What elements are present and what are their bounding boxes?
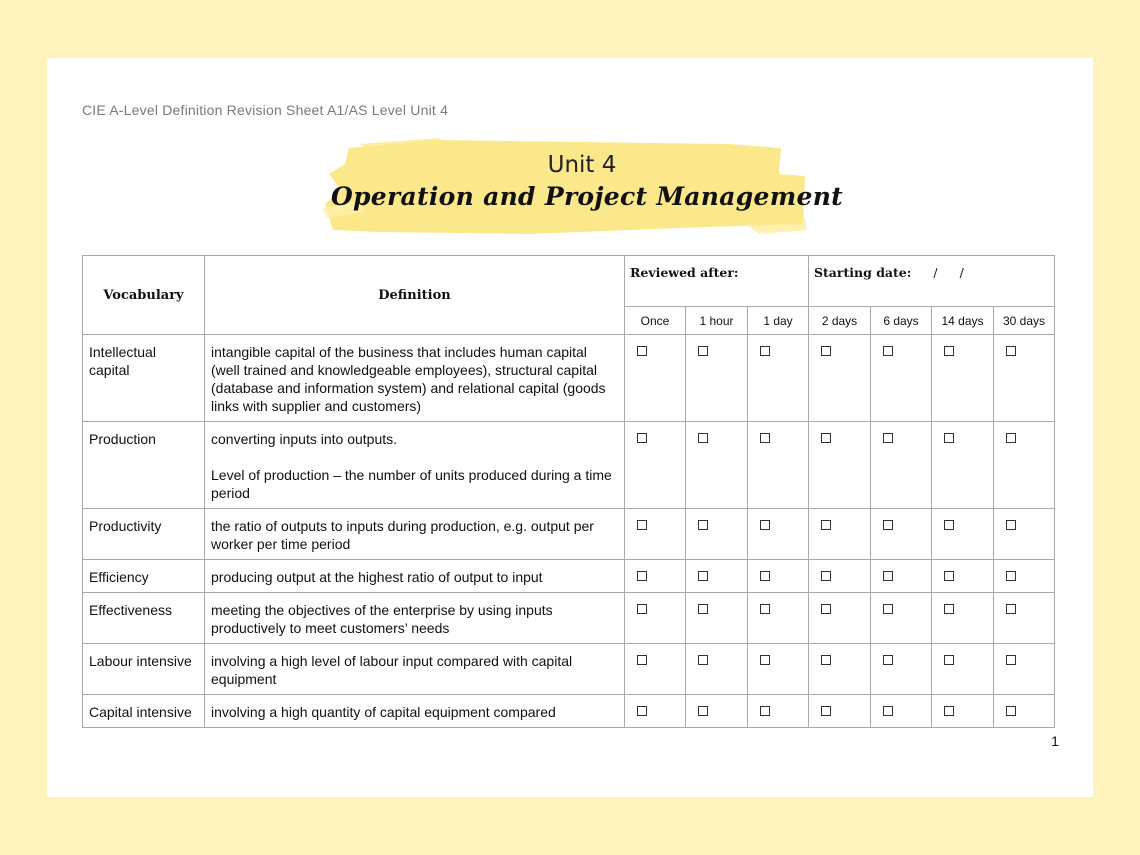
vocabulary-term: Production — [83, 422, 205, 509]
sheet-header: CIE A-Level Definition Revision Sheet A1/AS Level Unit 4 — [82, 102, 449, 118]
review-checkbox[interactable] — [698, 433, 708, 443]
review-checkbox[interactable] — [944, 346, 954, 356]
review-checkbox[interactable] — [821, 706, 831, 716]
vocabulary-term: Productivity — [83, 509, 205, 560]
vocabulary-term: Capital intensive — [83, 695, 205, 728]
definition-cell — [205, 509, 625, 560]
starting-date-label: Starting date: — [814, 265, 912, 280]
review-checkbox[interactable] — [944, 604, 954, 614]
definition-text: Level of production – the number of units produced during a time period — [211, 467, 612, 501]
review-checkbox[interactable] — [821, 520, 831, 530]
review-checkbox[interactable] — [637, 433, 647, 443]
review-cell — [625, 335, 686, 422]
review-checkbox[interactable] — [698, 604, 708, 614]
review-checkbox[interactable] — [760, 655, 770, 665]
review-cell — [748, 335, 809, 422]
review-cell — [686, 422, 748, 509]
date-separator: / — [933, 265, 938, 280]
interval-2-days: 2 days — [809, 307, 871, 335]
header-row — [83, 256, 1055, 307]
review-checkbox[interactable] — [1006, 520, 1016, 530]
review-cell — [932, 560, 994, 593]
interval-6-days: 6 days — [871, 307, 932, 335]
unit-title: Unit 4 — [547, 152, 617, 178]
review-checkbox[interactable] — [698, 655, 708, 665]
definition-text: producing output at the highest ratio of output to input — [211, 569, 543, 585]
review-cell — [686, 560, 748, 593]
review-checkbox[interactable] — [883, 604, 893, 614]
review-checkbox[interactable] — [821, 604, 831, 614]
review-cell — [871, 335, 932, 422]
definition-text: converting inputs into outputs. — [211, 431, 398, 447]
definition-text: meeting the objectives of the enterprise by using inputs productively to meet customers’ needs — [211, 602, 553, 636]
vocabulary-term: Efficiency — [83, 560, 205, 593]
vocabulary-term: Intellectual capital — [83, 335, 205, 422]
review-checkbox[interactable] — [637, 706, 647, 716]
review-cell — [809, 560, 871, 593]
review-cell — [871, 593, 932, 644]
review-cell — [932, 644, 994, 695]
table-row — [83, 335, 1055, 422]
review-cell — [994, 593, 1055, 644]
review-cell — [994, 560, 1055, 593]
vocabulary-header: Vocabulary — [83, 256, 205, 335]
date-separator: / — [959, 265, 964, 280]
review-checkbox[interactable] — [698, 706, 708, 716]
review-cell — [871, 560, 932, 593]
review-cell — [809, 695, 871, 728]
table-row — [83, 644, 1055, 695]
review-checkbox[interactable] — [637, 655, 647, 665]
review-checkbox[interactable] — [944, 655, 954, 665]
review-cell — [625, 695, 686, 728]
review-cell — [994, 509, 1055, 560]
review-checkbox[interactable] — [760, 571, 770, 581]
review-checkbox[interactable] — [1006, 706, 1016, 716]
review-cell — [748, 509, 809, 560]
review-checkbox[interactable] — [883, 346, 893, 356]
review-checkbox[interactable] — [760, 520, 770, 530]
vocabulary-term: Effectiveness — [83, 593, 205, 644]
review-checkbox[interactable] — [883, 571, 893, 581]
review-cell — [932, 695, 994, 728]
starting-date-header — [809, 256, 1055, 307]
review-checkbox[interactable] — [883, 520, 893, 530]
review-cell — [809, 335, 871, 422]
interval-1-day: 1 day — [748, 307, 809, 335]
review-cell — [871, 422, 932, 509]
definition-cell — [205, 422, 625, 509]
review-cell — [625, 593, 686, 644]
review-checkbox[interactable] — [1006, 433, 1016, 443]
definition-text: involving a high level of labour input compared with capital equipment — [211, 653, 573, 687]
review-cell — [871, 695, 932, 728]
worksheet-page — [47, 58, 1093, 797]
review-cell — [871, 509, 932, 560]
table-row — [83, 509, 1055, 560]
review-cell — [994, 422, 1055, 509]
definition-header: Definition — [205, 256, 625, 335]
review-cell — [994, 644, 1055, 695]
review-checkbox[interactable] — [883, 655, 893, 665]
review-cell — [932, 422, 994, 509]
review-cell — [686, 695, 748, 728]
review-cell — [994, 695, 1055, 728]
review-checkbox[interactable] — [944, 520, 954, 530]
review-checkbox[interactable] — [1006, 571, 1016, 581]
review-checkbox[interactable] — [637, 346, 647, 356]
unit-subtitle: Operation and Project Management — [330, 182, 844, 211]
review-checkbox[interactable] — [821, 655, 831, 665]
review-cell — [748, 593, 809, 644]
review-checkbox[interactable] — [821, 571, 831, 581]
table-row — [83, 695, 1055, 728]
review-cell — [932, 509, 994, 560]
review-cell — [748, 644, 809, 695]
review-checkbox[interactable] — [637, 604, 647, 614]
interval-14-days: 14 days — [932, 307, 994, 335]
review-cell — [809, 644, 871, 695]
review-cell — [686, 509, 748, 560]
reviewed-after-header: Reviewed after: — [625, 256, 809, 307]
review-cell — [625, 560, 686, 593]
interval-30-days: 30 days — [994, 307, 1055, 335]
definition-cell — [205, 560, 625, 593]
review-checkbox[interactable] — [1006, 346, 1016, 356]
definition-cell — [205, 593, 625, 644]
revision-table — [82, 255, 1055, 728]
review-checkbox[interactable] — [944, 571, 954, 581]
review-cell — [686, 335, 748, 422]
review-checkbox[interactable] — [760, 346, 770, 356]
review-checkbox[interactable] — [637, 520, 647, 530]
definition-text: involving a high quantity of capital equipment compared — [211, 704, 556, 720]
definition-text: intangible capital of the business that includes human capital (well trained and knowledgeable employees), structural capital (database and information system) and relational capital (goods links with supplier and customers) — [211, 344, 606, 414]
review-checkbox[interactable] — [637, 571, 647, 581]
definition-text: the ratio of outputs to inputs during production, e.g. output per worker per time period — [211, 518, 594, 552]
review-checkbox[interactable] — [944, 433, 954, 443]
vocabulary-term: Labour intensive — [83, 644, 205, 695]
definition-cell — [205, 335, 625, 422]
review-cell — [932, 335, 994, 422]
table-row — [83, 593, 1055, 644]
review-checkbox[interactable] — [698, 520, 708, 530]
review-checkbox[interactable] — [883, 433, 893, 443]
review-checkbox[interactable] — [760, 604, 770, 614]
review-checkbox[interactable] — [883, 706, 893, 716]
definition-cell — [205, 644, 625, 695]
review-cell — [686, 644, 748, 695]
review-checkbox[interactable] — [760, 433, 770, 443]
review-cell — [932, 593, 994, 644]
page-number: 1 — [1051, 733, 1059, 749]
review-checkbox[interactable] — [821, 346, 831, 356]
review-cell — [748, 560, 809, 593]
review-checkbox[interactable] — [944, 706, 954, 716]
review-cell — [686, 593, 748, 644]
interval-1-hour: 1 hour — [686, 307, 748, 335]
table-row — [83, 422, 1055, 509]
review-checkbox[interactable] — [1006, 604, 1016, 614]
review-cell — [625, 422, 686, 509]
interval-once: Once — [625, 307, 686, 335]
review-checkbox[interactable] — [698, 571, 708, 581]
review-cell — [748, 695, 809, 728]
review-cell — [994, 335, 1055, 422]
review-cell — [809, 593, 871, 644]
review-cell — [809, 422, 871, 509]
review-cell — [625, 509, 686, 560]
review-checkbox[interactable] — [698, 346, 708, 356]
review-checkbox[interactable] — [1006, 655, 1016, 665]
review-cell — [809, 509, 871, 560]
review-cell — [871, 644, 932, 695]
review-cell — [748, 422, 809, 509]
definition-cell — [205, 695, 625, 728]
review-checkbox[interactable] — [821, 433, 831, 443]
table-row — [83, 560, 1055, 593]
review-cell — [625, 644, 686, 695]
review-checkbox[interactable] — [760, 706, 770, 716]
